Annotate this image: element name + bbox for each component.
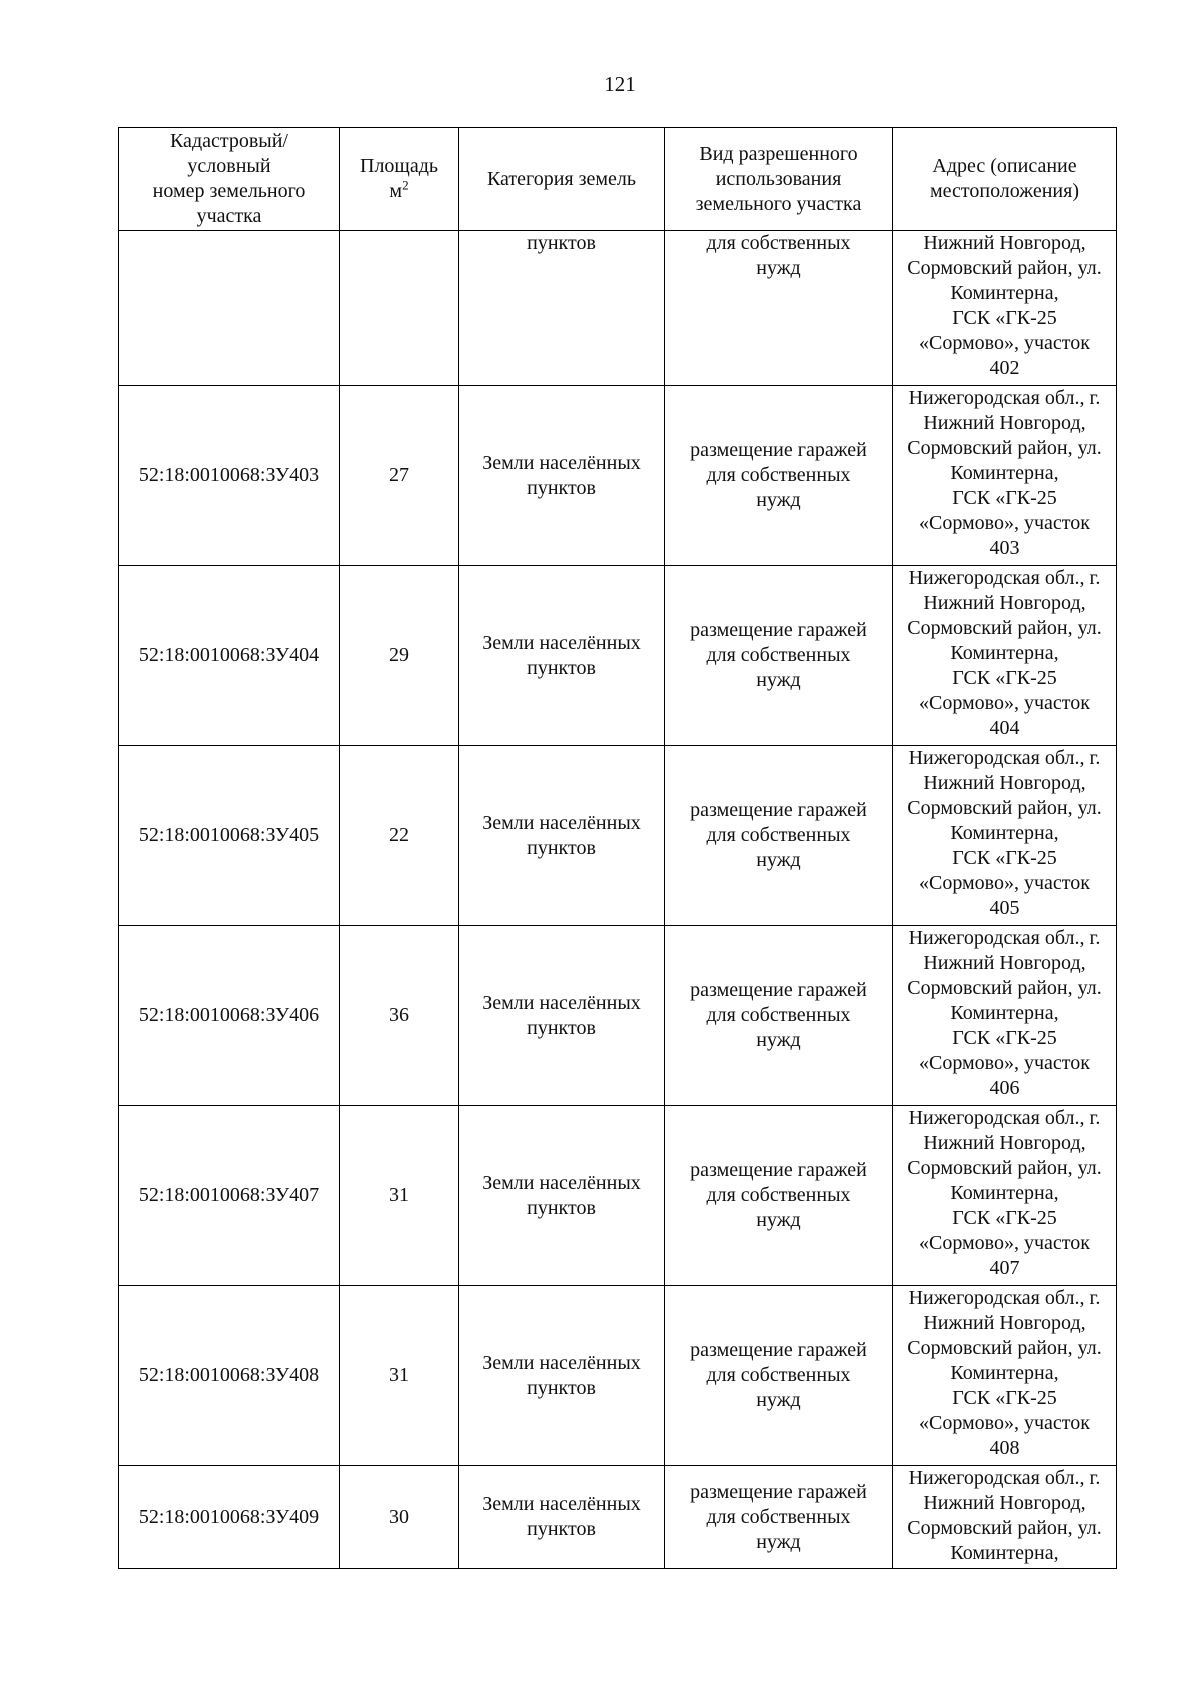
cell-category: Земли населённых пунктов — [459, 746, 665, 926]
cell-address: Нижегородская обл., г. Нижний Новгород, Сормовский район, ул. Коминтерна, — [893, 1466, 1117, 1569]
cell-area — [340, 231, 459, 386]
cell-cadastral: 52:18:0010068:ЗУ403 — [119, 386, 340, 566]
cell-category: Земли населённых пунктов — [459, 926, 665, 1106]
cell-address: Нижегородская обл., г. Нижний Новгород, Сормовский район, ул. Коминтерна, ГСК «ГК-25 «Сормово», участок 405 — [893, 746, 1117, 926]
header-cadastral: Кадастровый/ условный номер земельного участка — [119, 128, 340, 231]
cell-area: 30 — [340, 1466, 459, 1569]
cell-cadastral: 52:18:0010068:ЗУ408 — [119, 1286, 340, 1466]
header-area — [340, 128, 459, 231]
cell-usage: размещение гаражей для собственных нужд — [665, 926, 893, 1106]
cell-address: Нижегородская обл., г. Нижний Новгород, Сормовский район, ул. Коминтерна, ГСК «ГК-25 «Сормово», участок 408 — [893, 1286, 1117, 1466]
table-row — [119, 386, 1117, 566]
cell-cadastral — [119, 231, 340, 386]
cell-cadastral: 52:18:0010068:ЗУ406 — [119, 926, 340, 1106]
table-row — [119, 1466, 1117, 1569]
cell-area: 27 — [340, 386, 459, 566]
header-address: Адрес (описание местоположения) — [893, 128, 1117, 231]
table-row — [119, 566, 1117, 746]
cell-area: 36 — [340, 926, 459, 1106]
cell-category: Земли населённых пунктов — [459, 386, 665, 566]
header-area-superscript: 2 — [402, 177, 409, 193]
cell-cadastral: 52:18:0010068:ЗУ404 — [119, 566, 340, 746]
cell-usage: размещение гаражей для собственных нужд — [665, 386, 893, 566]
cell-address: Нижний Новгород, Сормовский район, ул. Коминтерна, ГСК «ГК-25 «Сормово», участок 402 — [893, 231, 1117, 386]
cell-category: пунктов — [459, 231, 665, 386]
cell-usage: размещение гаражей для собственных нужд — [665, 1466, 893, 1569]
header-area-label: Площадь м — [360, 155, 438, 202]
table-header-row — [119, 128, 1117, 231]
land-plots-table — [118, 127, 1117, 1569]
cell-category: Земли населённых пунктов — [459, 1106, 665, 1286]
cell-category: Земли населённых пунктов — [459, 566, 665, 746]
cell-area: 29 — [340, 566, 459, 746]
cell-category: Земли населённых пунктов — [459, 1286, 665, 1466]
table-row — [119, 1286, 1117, 1466]
table-row — [119, 926, 1117, 1106]
cell-cadastral: 52:18:0010068:ЗУ409 — [119, 1466, 340, 1569]
cell-address: Нижегородская обл., г. Нижний Новгород, Сормовский район, ул. Коминтерна, ГСК «ГК-25 «Сормово», участок 404 — [893, 566, 1117, 746]
cell-usage: размещение гаражей для собственных нужд — [665, 1286, 893, 1466]
header-usage: Вид разрешенного использования земельного участка — [665, 128, 893, 231]
cell-address: Нижегородская обл., г. Нижний Новгород, Сормовский район, ул. Коминтерна, ГСК «ГК-25 «Сормово», участок 407 — [893, 1106, 1117, 1286]
cell-usage: размещение гаражей для собственных нужд — [665, 1106, 893, 1286]
cell-cadastral: 52:18:0010068:ЗУ407 — [119, 1106, 340, 1286]
cell-address: Нижегородская обл., г. Нижний Новгород, Сормовский район, ул. Коминтерна, ГСК «ГК-25 «Сормово», участок 403 — [893, 386, 1117, 566]
table-row — [119, 746, 1117, 926]
header-category: Категория земель — [459, 128, 665, 231]
cell-address: Нижегородская обл., г. Нижний Новгород, Сормовский район, ул. Коминтерна, ГСК «ГК-25 «Сормово», участок 406 — [893, 926, 1117, 1106]
cell-usage: размещение гаражей для собственных нужд — [665, 746, 893, 926]
table-row — [119, 1106, 1117, 1286]
cell-usage: для собственных нужд — [665, 231, 893, 386]
page-number: 121 — [604, 72, 636, 96]
table-row-continued — [119, 231, 1117, 386]
cell-area: 22 — [340, 746, 459, 926]
cell-cadastral: 52:18:0010068:ЗУ405 — [119, 746, 340, 926]
cell-usage: размещение гаражей для собственных нужд — [665, 566, 893, 746]
cell-area: 31 — [340, 1106, 459, 1286]
cell-area: 31 — [340, 1286, 459, 1466]
cell-category: Земли населённых пунктов — [459, 1466, 665, 1569]
